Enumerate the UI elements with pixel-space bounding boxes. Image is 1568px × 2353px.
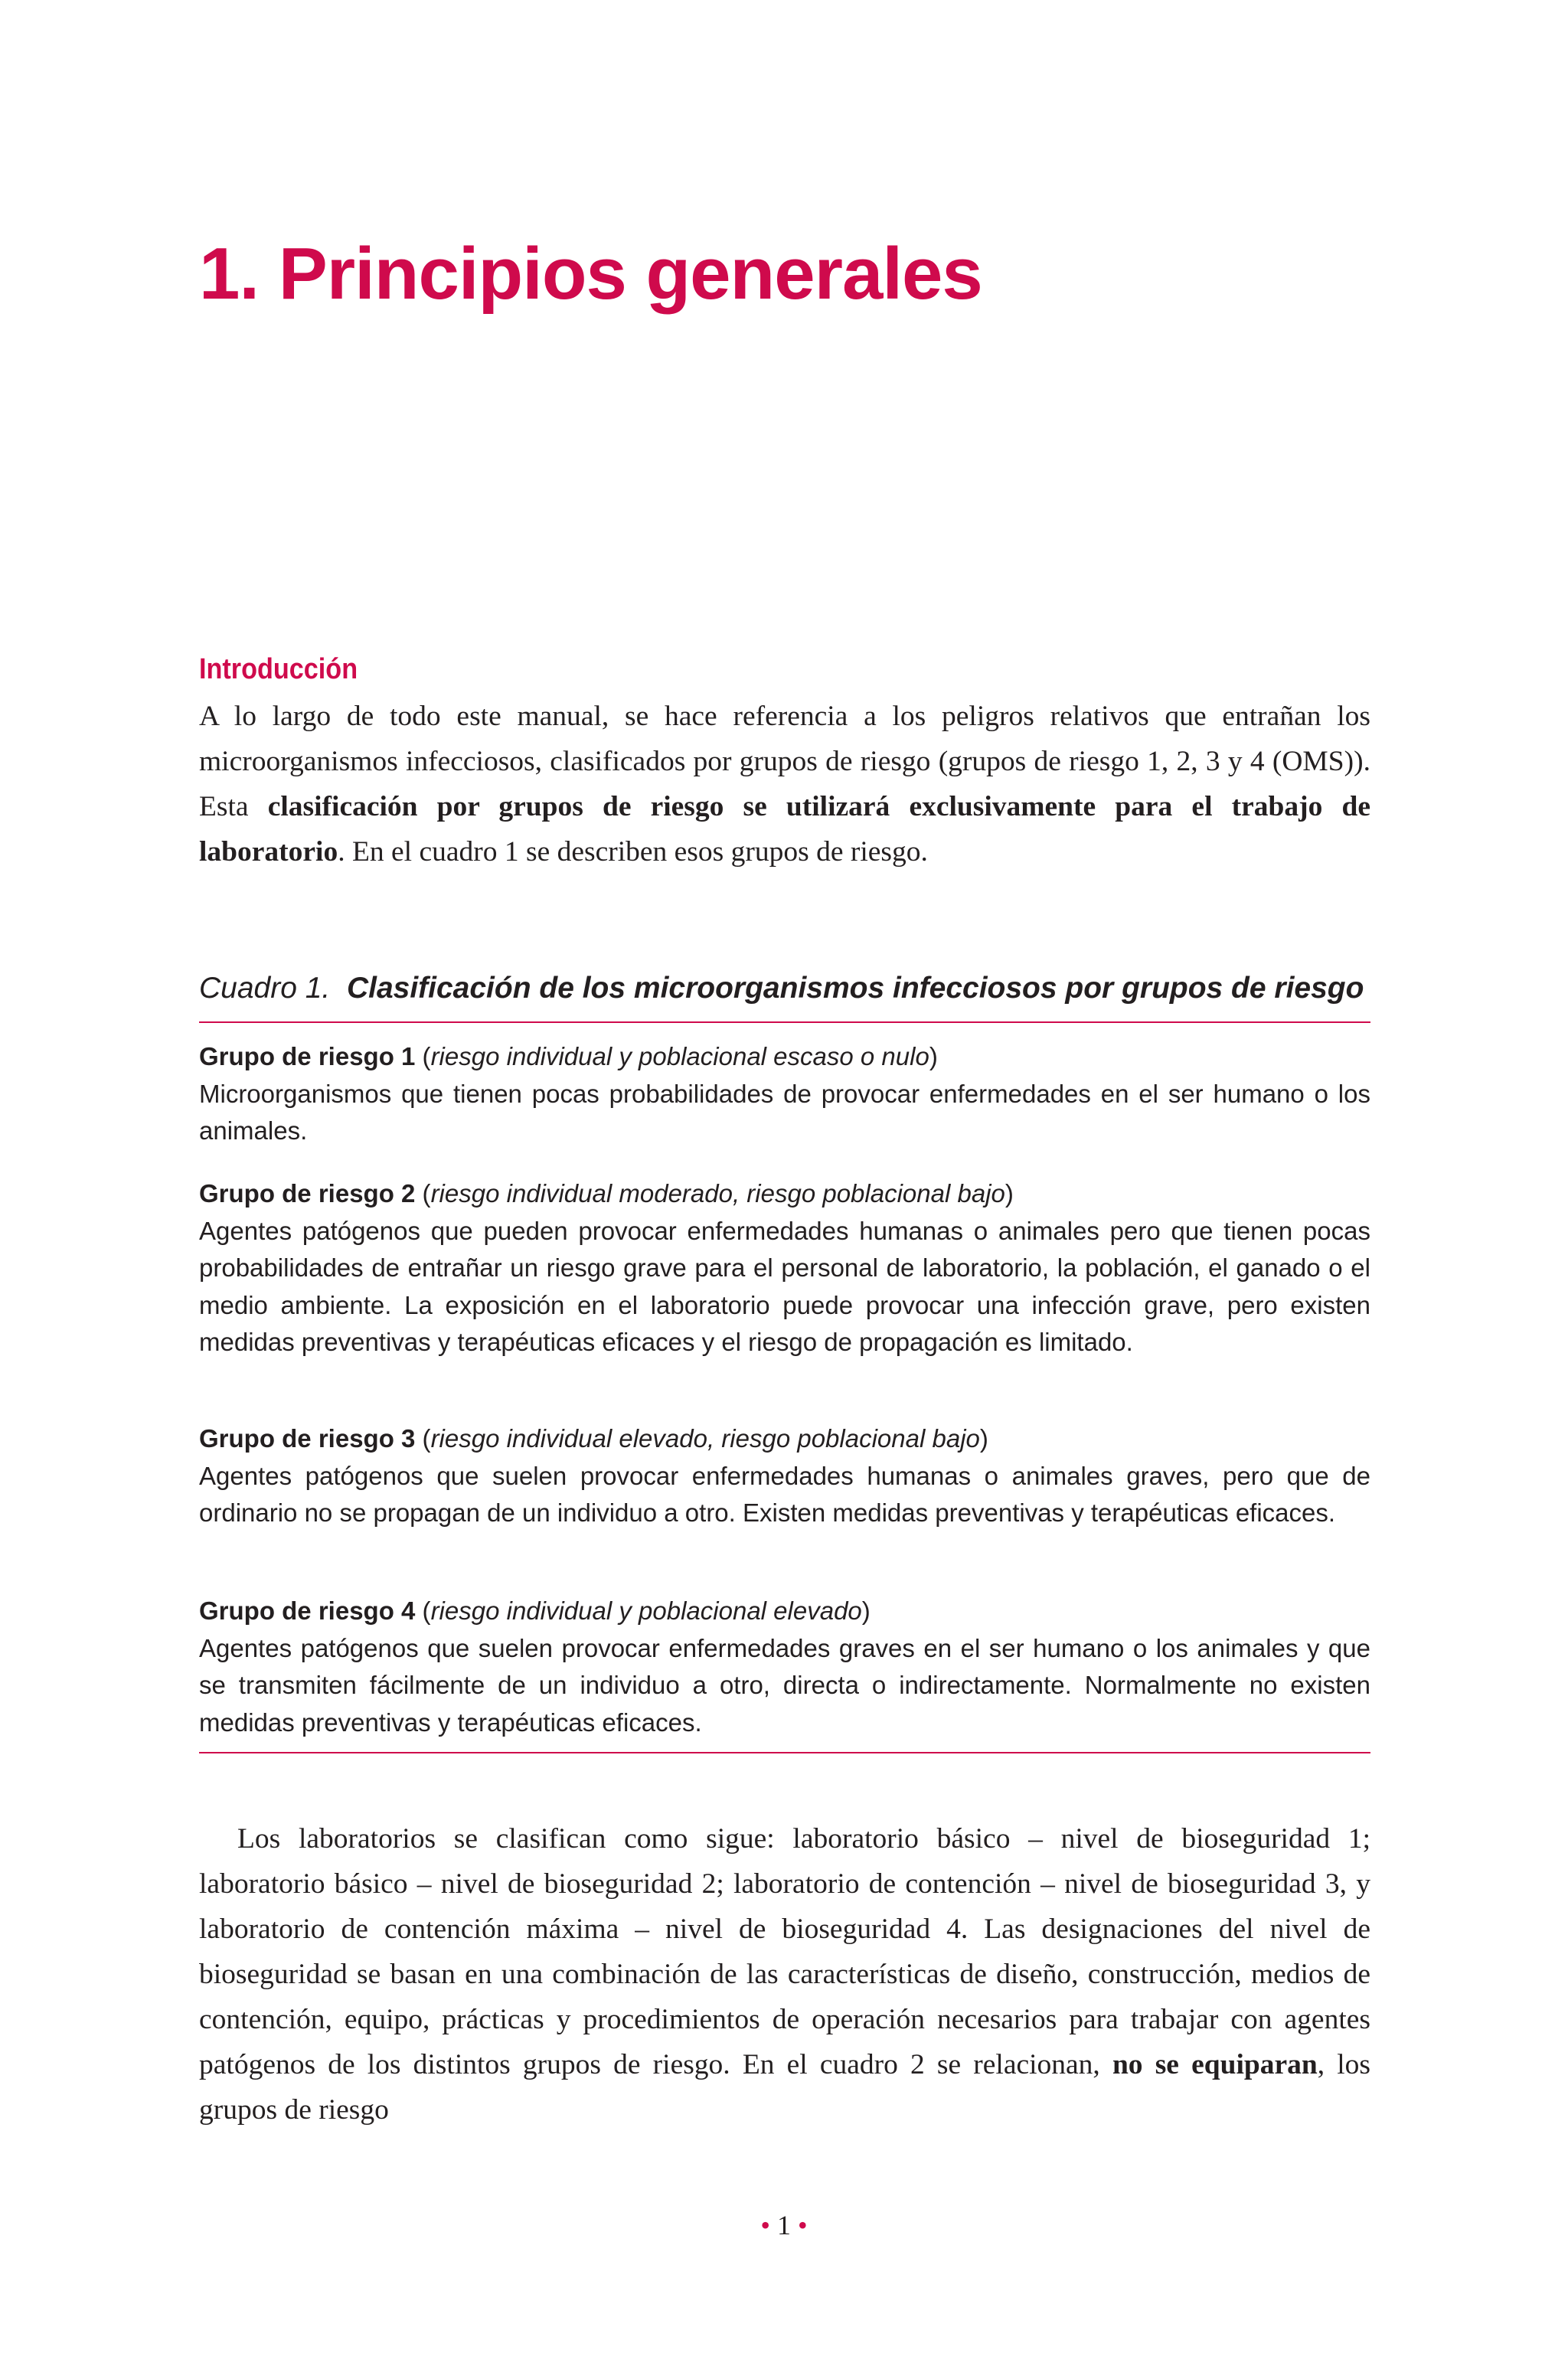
page-number — [0, 2209, 1568, 2241]
box-label: Cuadro 1. — [199, 972, 331, 1005]
intro-text-2: . En el cuadro 1 se describen esos grupos de riesgo. — [338, 836, 928, 868]
labs-paragraph — [199, 1816, 1370, 2132]
intro-heading: Introducción — [199, 653, 358, 685]
risk-group-desc: riesgo individual y poblacional escaso o nulo — [430, 1042, 929, 1070]
intro-text-1: A lo largo de todo este manual, se hace referencia a los peligros relativos que entrañan los microorganismos infecciosos, clasificados por grupos de riesgo (grupos de riesgo 1, 2, 3 y 4 (OMS)). Esta — [199, 701, 1370, 822]
intro-bold-text: clasificación por grupos de riesgo se utilizará exclusivamente para el trabajo de laboratorio — [199, 791, 1370, 868]
risk-group-body: Agentes patógenos que suelen provocar enfermedades humanas o animales graves, pero que de ordinario no se propagan de un individuo a otro. Existen medidas preventivas y terapéuticas eficaces. — [199, 1461, 1370, 1527]
box-top-rule — [199, 1021, 1370, 1023]
labs-bold-text: no se equiparan — [1112, 2049, 1318, 2080]
intro-paragraph — [199, 694, 1370, 874]
risk-group-body: Microorganismos que tienen pocas probabilidades de provocar enfermedades en el ser humano o los animales. — [199, 1079, 1370, 1145]
risk-group-name: Grupo de riesgo 1 — [199, 1042, 416, 1070]
box-bottom-rule — [199, 1752, 1370, 1753]
page-number-value: 1 — [777, 2210, 791, 2240]
risk-group-4: Grupo de riesgo 4 (riesgo individual y poblacional elevado) Agentes patógenos que suelen provocar enfermedades graves en el ser humano o los animales y que se transmiten fácilmente de un individuo a otro, directa o indirectamente. Normalmente no existen medidas preventivas y terapéuticas eficaces. — [199, 1593, 1370, 1741]
page-number-dot-right: • — [798, 2210, 808, 2240]
risk-group-body: Agentes patógenos que pueden provocar enfermedades humanas o animales pero que tienen pocas probabilidades de entrañar un riesgo grave para el personal de laboratorio, la población, el ganado o el medio ambiente. La exposición en el laboratorio puede provocar una infección grave, pero existen medidas preventivas y terapéuticas eficaces y el riesgo de propagación es limitado. — [199, 1216, 1370, 1356]
risk-group-2: Grupo de riesgo 2 (riesgo individual moderado, riesgo poblacional bajo) Agentes patógenos que pueden provocar enfermedades humanas o animales pero que tienen pocas probabilidades de entrañar un riesgo grave para el personal de laboratorio, la población, el ganado o el medio ambiente. La exposición en el laboratorio puede provocar una infección grave, pero existen medidas preventivas y terapéuticas eficaces y el riesgo de propagación es limitado. — [199, 1175, 1370, 1361]
risk-group-3: Grupo de riesgo 3 (riesgo individual elevado, riesgo poblacional bajo) Agentes patógenos que suelen provocar enfermedades humanas o animales graves, pero que de ordinario no se propagan de un individuo a otro. Existen medidas preventivas y terapéuticas eficaces. — [199, 1420, 1370, 1532]
page-number-dot-left: • — [760, 2210, 770, 2240]
risk-group-desc: riesgo individual elevado, riesgo poblacional bajo — [430, 1424, 980, 1453]
risk-group-1: Grupo de riesgo 1 (riesgo individual y poblacional escaso o nulo) Microorganismos que tienen pocas probabilidades de provocar enfermedades en el ser humano o los animales. — [199, 1038, 1370, 1150]
box-title — [199, 971, 1370, 1007]
risk-group-desc: riesgo individual moderado, riesgo poblacional bajo — [430, 1179, 1005, 1208]
risk-group-name: Grupo de riesgo 4 — [199, 1596, 416, 1625]
chapter-title: 1. Principios generales — [199, 233, 982, 315]
labs-text-2: , los grupos de riesgo — [199, 2049, 1370, 2126]
risk-group-name: Grupo de riesgo 3 — [199, 1424, 416, 1453]
risk-group-desc: riesgo individual y poblacional elevado — [430, 1596, 862, 1625]
box-caption: Clasificación de los microorganismos infecciosos por grupos de riesgo — [346, 972, 1364, 1005]
labs-text-1: Los laboratorios se clasifican como sigue: laboratorio básico – nivel de bioseguridad 1; laboratorio básico – nivel de bioseguridad 2; laboratorio de contención – nivel de bioseguridad 3, y laboratorio de contención máxima – nivel de bioseguridad 4. Las designaciones del nivel de bioseguridad se basan en una combinación de las características de diseño, construcción, medios de contención, equipo, prácticas y procedimientos de operación necesarios para trabajar con agentes patógenos de los distintos grupos de riesgo. En el cuadro 2 se relacionan, — [199, 1823, 1370, 2080]
risk-group-body: Agentes patógenos que suelen provocar enfermedades graves en el ser humano o los animales y que se transmiten fácilmente de un individuo a otro, directa o indirectamente. Normalmente no existen medidas preventivas y terapéuticas eficaces. — [199, 1633, 1370, 1737]
risk-group-name: Grupo de riesgo 2 — [199, 1179, 416, 1208]
